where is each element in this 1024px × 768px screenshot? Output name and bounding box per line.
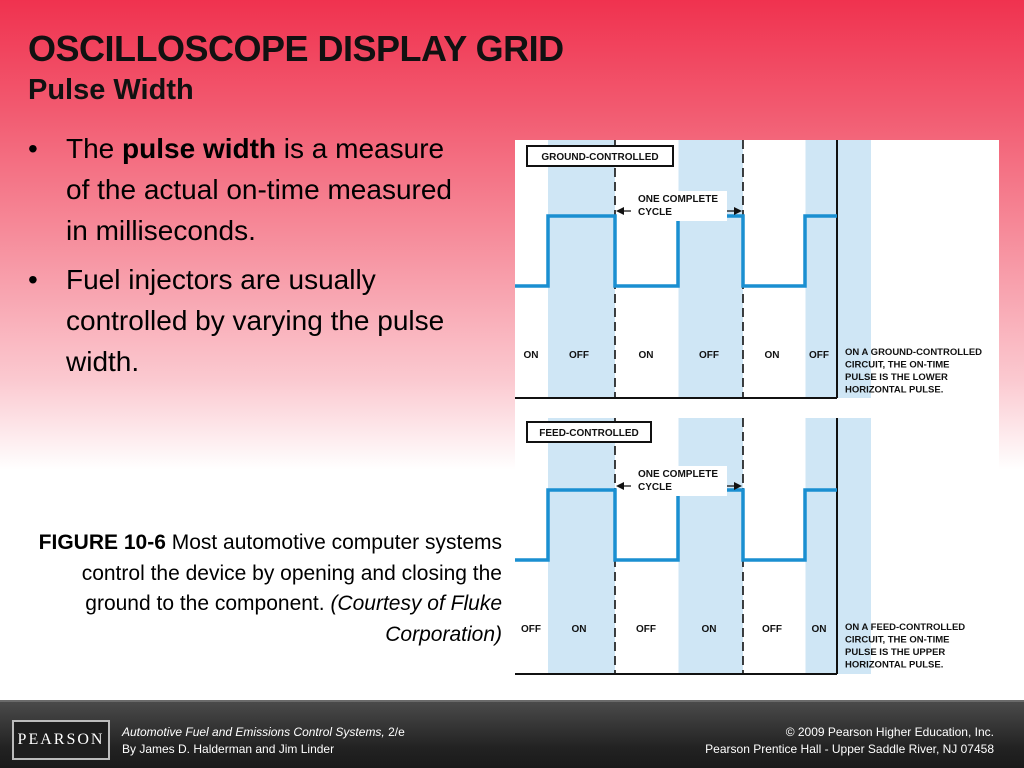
panel-note-line: PULSE IS THE UPPER [845, 647, 946, 658]
state-label: ON [811, 624, 827, 635]
bullet-list [28, 128, 468, 390]
cycle-label-line-1: ONE COMPLETE [638, 194, 719, 205]
footer-edition: 2/e [384, 725, 405, 739]
cycle-arrow-head-left [616, 207, 624, 215]
panel-note-line: CIRCUIT, THE ON-TIME [845, 359, 950, 371]
shaded-column [678, 418, 743, 674]
state-label: ON [571, 624, 587, 635]
state-label: OFF [699, 350, 719, 361]
panel-tag-label: GROUND-CONTROLLED [541, 152, 659, 163]
caption-credit: (Courtesy of Fluke Corporation) [330, 592, 502, 646]
panel-note-line: CIRCUIT, THE ON-TIME [845, 634, 950, 646]
slide-subtitle: Pulse Width [28, 74, 194, 106]
bullet-text: Fuel injectors are usually controlled by varying the pulse width. [66, 264, 445, 377]
figure-label: FIGURE 10-6 [38, 531, 166, 554]
figure-caption [20, 528, 502, 650]
cycle-label-line-2: CYCLE [638, 482, 672, 493]
bullet-text-bold: pulse width [122, 133, 277, 164]
state-label: OFF [809, 350, 829, 361]
panel-note-line: ON A GROUND-CONTROLLED [845, 347, 983, 358]
panel-note-line: ON A FEED-CONTROLLED [845, 622, 966, 633]
state-label: ON [638, 350, 654, 361]
footer-publisher: Pearson Prentice Hall - Upper Saddle River, NJ 07458 [705, 742, 994, 756]
pearson-logo: PEARSON [12, 720, 110, 760]
oscilloscope-figure [515, 140, 999, 680]
panel-note-line: PULSE IS THE LOWER [845, 372, 948, 383]
bullet-marker: • [28, 133, 38, 164]
bullet-item [28, 259, 468, 382]
footer-book-name: Automotive Fuel and Emissions Control Systems, [122, 725, 385, 739]
footer-bar [0, 700, 1024, 768]
footer-book-title [122, 725, 405, 739]
footer-authors: By James D. Halderman and Jim Linder [122, 742, 335, 756]
oscilloscope-diagram [515, 140, 999, 680]
cycle-label-line-2: CYCLE [638, 207, 672, 218]
state-label: OFF [569, 350, 589, 361]
footer-copyright: © 2009 Pearson Higher Education, Inc. [785, 725, 994, 739]
state-label: ON [701, 624, 717, 635]
state-label: OFF [762, 624, 782, 635]
bullet-text-pre: The [66, 133, 123, 164]
bullet-item [28, 128, 468, 251]
slide-title: OSCILLOSCOPE DISPLAY GRID [28, 28, 564, 69]
state-label: ON [523, 350, 539, 361]
panel-note-line: HORIZONTAL PULSE. [845, 384, 944, 396]
state-label: ON [764, 350, 780, 361]
cycle-arrow-head-left [616, 482, 624, 490]
state-label: OFF [521, 624, 541, 635]
panel-note-line: HORIZONTAL PULSE. [845, 659, 944, 671]
bullet-marker: • [28, 264, 38, 295]
shaded-column [548, 418, 615, 674]
ground-controlled-panel [515, 140, 982, 398]
bullet-text-post: is a measure of the actual on-time measured in milliseconds. [66, 133, 452, 246]
feed-controlled-panel [515, 418, 965, 674]
panel-tag-label: FEED-CONTROLLED [539, 428, 639, 439]
state-label: OFF [636, 624, 656, 635]
cycle-label-line-1: ONE COMPLETE [638, 469, 719, 480]
caption-text: Most automotive computer systems control the device by opening and closing the ground to the component. [81, 531, 502, 615]
